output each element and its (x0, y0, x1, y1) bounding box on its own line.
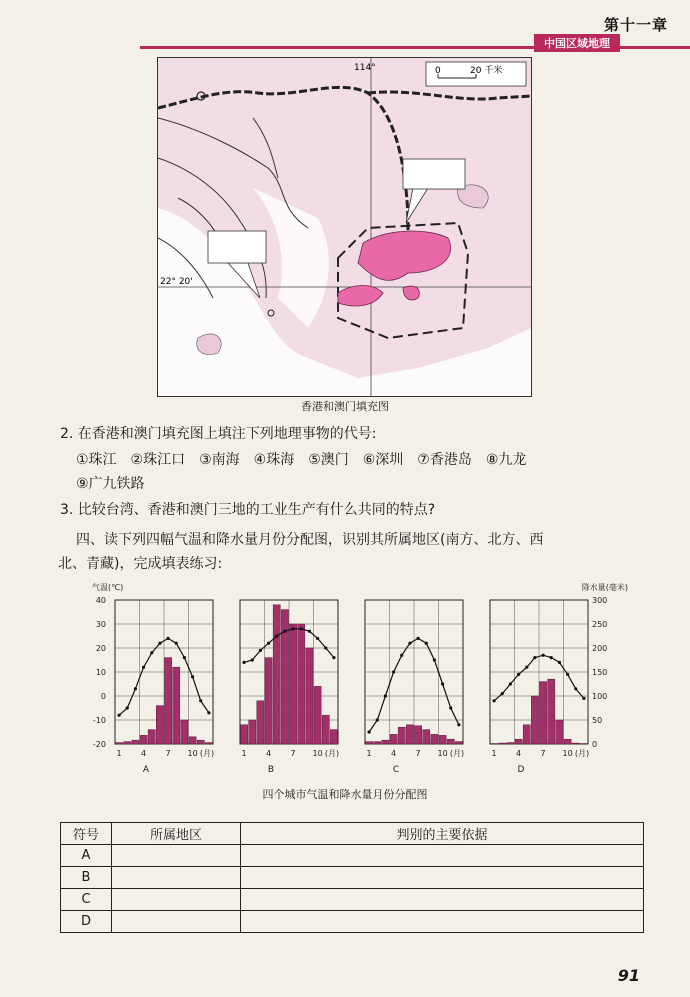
table-header-region: 所属地区 (112, 823, 241, 845)
precip-bar (523, 725, 530, 744)
question-2-items-cont: ⑨广九铁路 (76, 476, 145, 492)
temp-point (199, 699, 202, 702)
hongkong-label-box[interactable] (403, 159, 465, 189)
temp-point (367, 730, 370, 733)
precip-bar (241, 725, 248, 744)
temp-point (517, 673, 520, 676)
temp-point (183, 656, 186, 659)
temp-point (501, 692, 504, 695)
precip-bar (406, 725, 413, 744)
month-tick-label: 4 (391, 749, 397, 758)
question-2-items: ①珠江 ②珠江口 ③南海 ④珠海 ⑤澳门 ⑥深圳 ⑦香港岛 ⑧九龙 (76, 452, 527, 468)
month-tick-label: 1 (366, 749, 372, 758)
chapter-title: 第十一章 (603, 16, 668, 34)
month-unit-label: (月) (199, 749, 215, 758)
basis-cell[interactable] (241, 889, 644, 911)
temp-point (275, 634, 278, 637)
precip-bar (165, 658, 172, 744)
precip-bar (249, 720, 256, 744)
temp-point (550, 656, 553, 659)
section-title: 中国区域地理 (534, 34, 620, 52)
temp-point (449, 706, 452, 709)
temp-point (259, 649, 262, 652)
precip-bar (205, 743, 212, 744)
scale-distance-label: 20 千米 (470, 66, 503, 76)
question-2: 2. 在香港和澳门填充图上填注下列地理事物的代号: (60, 426, 377, 442)
question-4-cont: 北、青藏)，完成填表练习: (58, 556, 223, 572)
hk-macau-map (157, 57, 532, 397)
month-tick-label: 7 (290, 749, 296, 758)
panel-label: B (267, 765, 275, 775)
region-cell[interactable] (112, 889, 241, 911)
precip-bar (148, 730, 155, 744)
temp-point (408, 642, 411, 645)
precip-tick-label: 50 (592, 716, 603, 725)
temp-point (525, 666, 528, 669)
longitude-label: 114° (354, 63, 376, 73)
temp-point (324, 646, 327, 649)
temp-point (541, 654, 544, 657)
precip-bar (548, 679, 555, 744)
temp-point (175, 642, 178, 645)
temp-point (492, 699, 495, 702)
scale-zero-label: 0 (435, 66, 441, 76)
precip-bar (499, 743, 506, 744)
row-symbol: C (61, 889, 112, 911)
panel-label: D (517, 765, 525, 775)
precip-bar (132, 740, 139, 744)
macau-label-box[interactable] (208, 231, 266, 263)
precip-bar (390, 734, 397, 744)
latitude-label: 22° 20' (160, 277, 193, 287)
temp-point (283, 630, 286, 633)
precip-bar (330, 730, 337, 744)
temp-point (300, 627, 303, 630)
climate-charts (90, 580, 630, 780)
basis-cell[interactable] (241, 867, 644, 889)
precip-bar (423, 730, 430, 744)
precip-tick-label: 250 (592, 620, 608, 629)
month-tick-label: 4 (141, 749, 147, 758)
precip-bar (257, 701, 264, 744)
precip-bar (540, 682, 547, 744)
precip-bar (290, 624, 297, 744)
temp-tick-label: -20 (92, 740, 106, 749)
precip-bar (156, 706, 163, 744)
temp-point (251, 658, 254, 661)
month-unit-label: (月) (324, 749, 340, 758)
temp-point (441, 682, 444, 685)
panel-label: C (392, 765, 400, 775)
precip-bar (140, 735, 147, 744)
temp-point (134, 687, 137, 690)
question-4: 四、读下列四幅气温和降水量月份分配图，识别其所属地区(南方、北方、西 (76, 532, 544, 548)
temp-point (566, 673, 569, 676)
month-tick-label: 10 (312, 749, 323, 758)
precip-tick-label: 200 (592, 644, 608, 653)
month-tick-label: 7 (415, 749, 421, 758)
precip-bar (556, 720, 563, 744)
page-number: 91 (617, 966, 640, 985)
temp-point (558, 661, 561, 664)
basis-cell[interactable] (241, 845, 644, 867)
temp-tick-label: 40 (95, 596, 106, 605)
temp-point (191, 675, 194, 678)
temp-point (242, 661, 245, 664)
precip-bar (197, 740, 204, 744)
map-graphic (158, 58, 531, 396)
precip-bar (322, 715, 329, 744)
temp-point (533, 656, 536, 659)
month-tick-label: 10 (562, 749, 573, 758)
temp-point (117, 714, 120, 717)
charts-caption: 四个城市气温和降水量月份分配图 (262, 788, 428, 801)
precip-bar (447, 739, 454, 744)
precip-tick-label: 300 (592, 596, 608, 605)
temp-tick-label: 0 (100, 692, 106, 701)
temp-point (376, 718, 379, 721)
region-cell[interactable] (112, 845, 241, 867)
table-header-basis: 判别的主要依据 (241, 823, 644, 845)
temp-point (457, 723, 460, 726)
precip-bar (564, 739, 571, 744)
row-symbol: A (61, 845, 112, 867)
precip-bar (124, 742, 131, 744)
precip-bar (374, 742, 381, 744)
precip-bar (431, 734, 438, 744)
temp-point (384, 694, 387, 697)
temp-point (126, 706, 129, 709)
temp-tick-label: 20 (95, 644, 106, 653)
month-unit-label: (月) (449, 749, 465, 758)
precip-bar (398, 727, 405, 744)
precip-tick-label: 150 (592, 668, 608, 677)
climate-charts-svg (90, 580, 630, 780)
month-tick-label: 7 (540, 749, 546, 758)
temp-point (267, 642, 270, 645)
precip-bar (265, 658, 272, 744)
answer-table (60, 822, 644, 933)
month-unit-label: (月) (574, 749, 590, 758)
temp-point (158, 642, 161, 645)
temp-point (150, 651, 153, 654)
table-row (61, 889, 644, 911)
precip-bar (366, 742, 373, 744)
temp-point (433, 658, 436, 661)
precip-bar (507, 743, 514, 744)
month-tick-label: 1 (116, 749, 122, 758)
temp-point (291, 627, 294, 630)
row-symbol: B (61, 867, 112, 889)
region-cell[interactable] (112, 911, 241, 933)
temp-point (582, 697, 585, 700)
precip-bar (298, 624, 305, 744)
month-tick-label: 10 (187, 749, 198, 758)
precip-bar (439, 735, 446, 744)
basis-cell[interactable] (241, 911, 644, 933)
temp-tick-label: 30 (95, 620, 106, 629)
precip-bar (382, 740, 389, 744)
precip-bar (531, 696, 538, 744)
precip-bar (116, 743, 123, 744)
question-3: 3. 比较台湾、香港和澳门三地的工业生产有什么共同的特点? (60, 502, 436, 518)
panel-label: A (142, 765, 150, 775)
table-row (61, 845, 644, 867)
month-tick-label: 1 (491, 749, 497, 758)
month-tick-label: 4 (266, 749, 272, 758)
temp-point (574, 687, 577, 690)
month-tick-label: 10 (437, 749, 448, 758)
temp-point (425, 642, 428, 645)
precip-bar (273, 605, 280, 744)
precip-bar (314, 686, 321, 744)
temp-point (332, 656, 335, 659)
precip-bar (572, 743, 579, 744)
precip-bar (455, 742, 462, 744)
month-tick-label: 4 (516, 749, 522, 758)
temp-point (166, 637, 169, 640)
temp-point (316, 637, 319, 640)
precip-tick-label: 100 (592, 692, 608, 701)
table-row (61, 867, 644, 889)
month-tick-label: 1 (241, 749, 247, 758)
precip-bar (515, 739, 522, 744)
map-caption: 香港和澳门填充图 (301, 400, 389, 413)
table-header-symbol: 符号 (61, 823, 112, 845)
region-cell[interactable] (112, 867, 241, 889)
table-row (61, 911, 644, 933)
precip-bar (415, 726, 422, 744)
page-header (0, 0, 690, 50)
temp-point (416, 637, 419, 640)
temp-point (207, 711, 210, 714)
precip-bar (181, 720, 188, 744)
precip-bar (306, 648, 313, 744)
temp-axis-label: 气温(℃) (92, 583, 124, 592)
temp-point (392, 670, 395, 673)
precip-bar (189, 737, 196, 744)
precip-bar (173, 667, 180, 744)
precip-axis-label: 降水量(毫米) (581, 583, 628, 592)
row-symbol: D (61, 911, 112, 933)
temp-point (308, 630, 311, 633)
month-tick-label: 7 (165, 749, 171, 758)
precip-tick-label: 0 (592, 740, 598, 749)
temp-point (400, 654, 403, 657)
temp-point (509, 682, 512, 685)
temp-point (142, 666, 145, 669)
temp-tick-label: -10 (92, 716, 106, 725)
temp-tick-label: 10 (95, 668, 106, 677)
